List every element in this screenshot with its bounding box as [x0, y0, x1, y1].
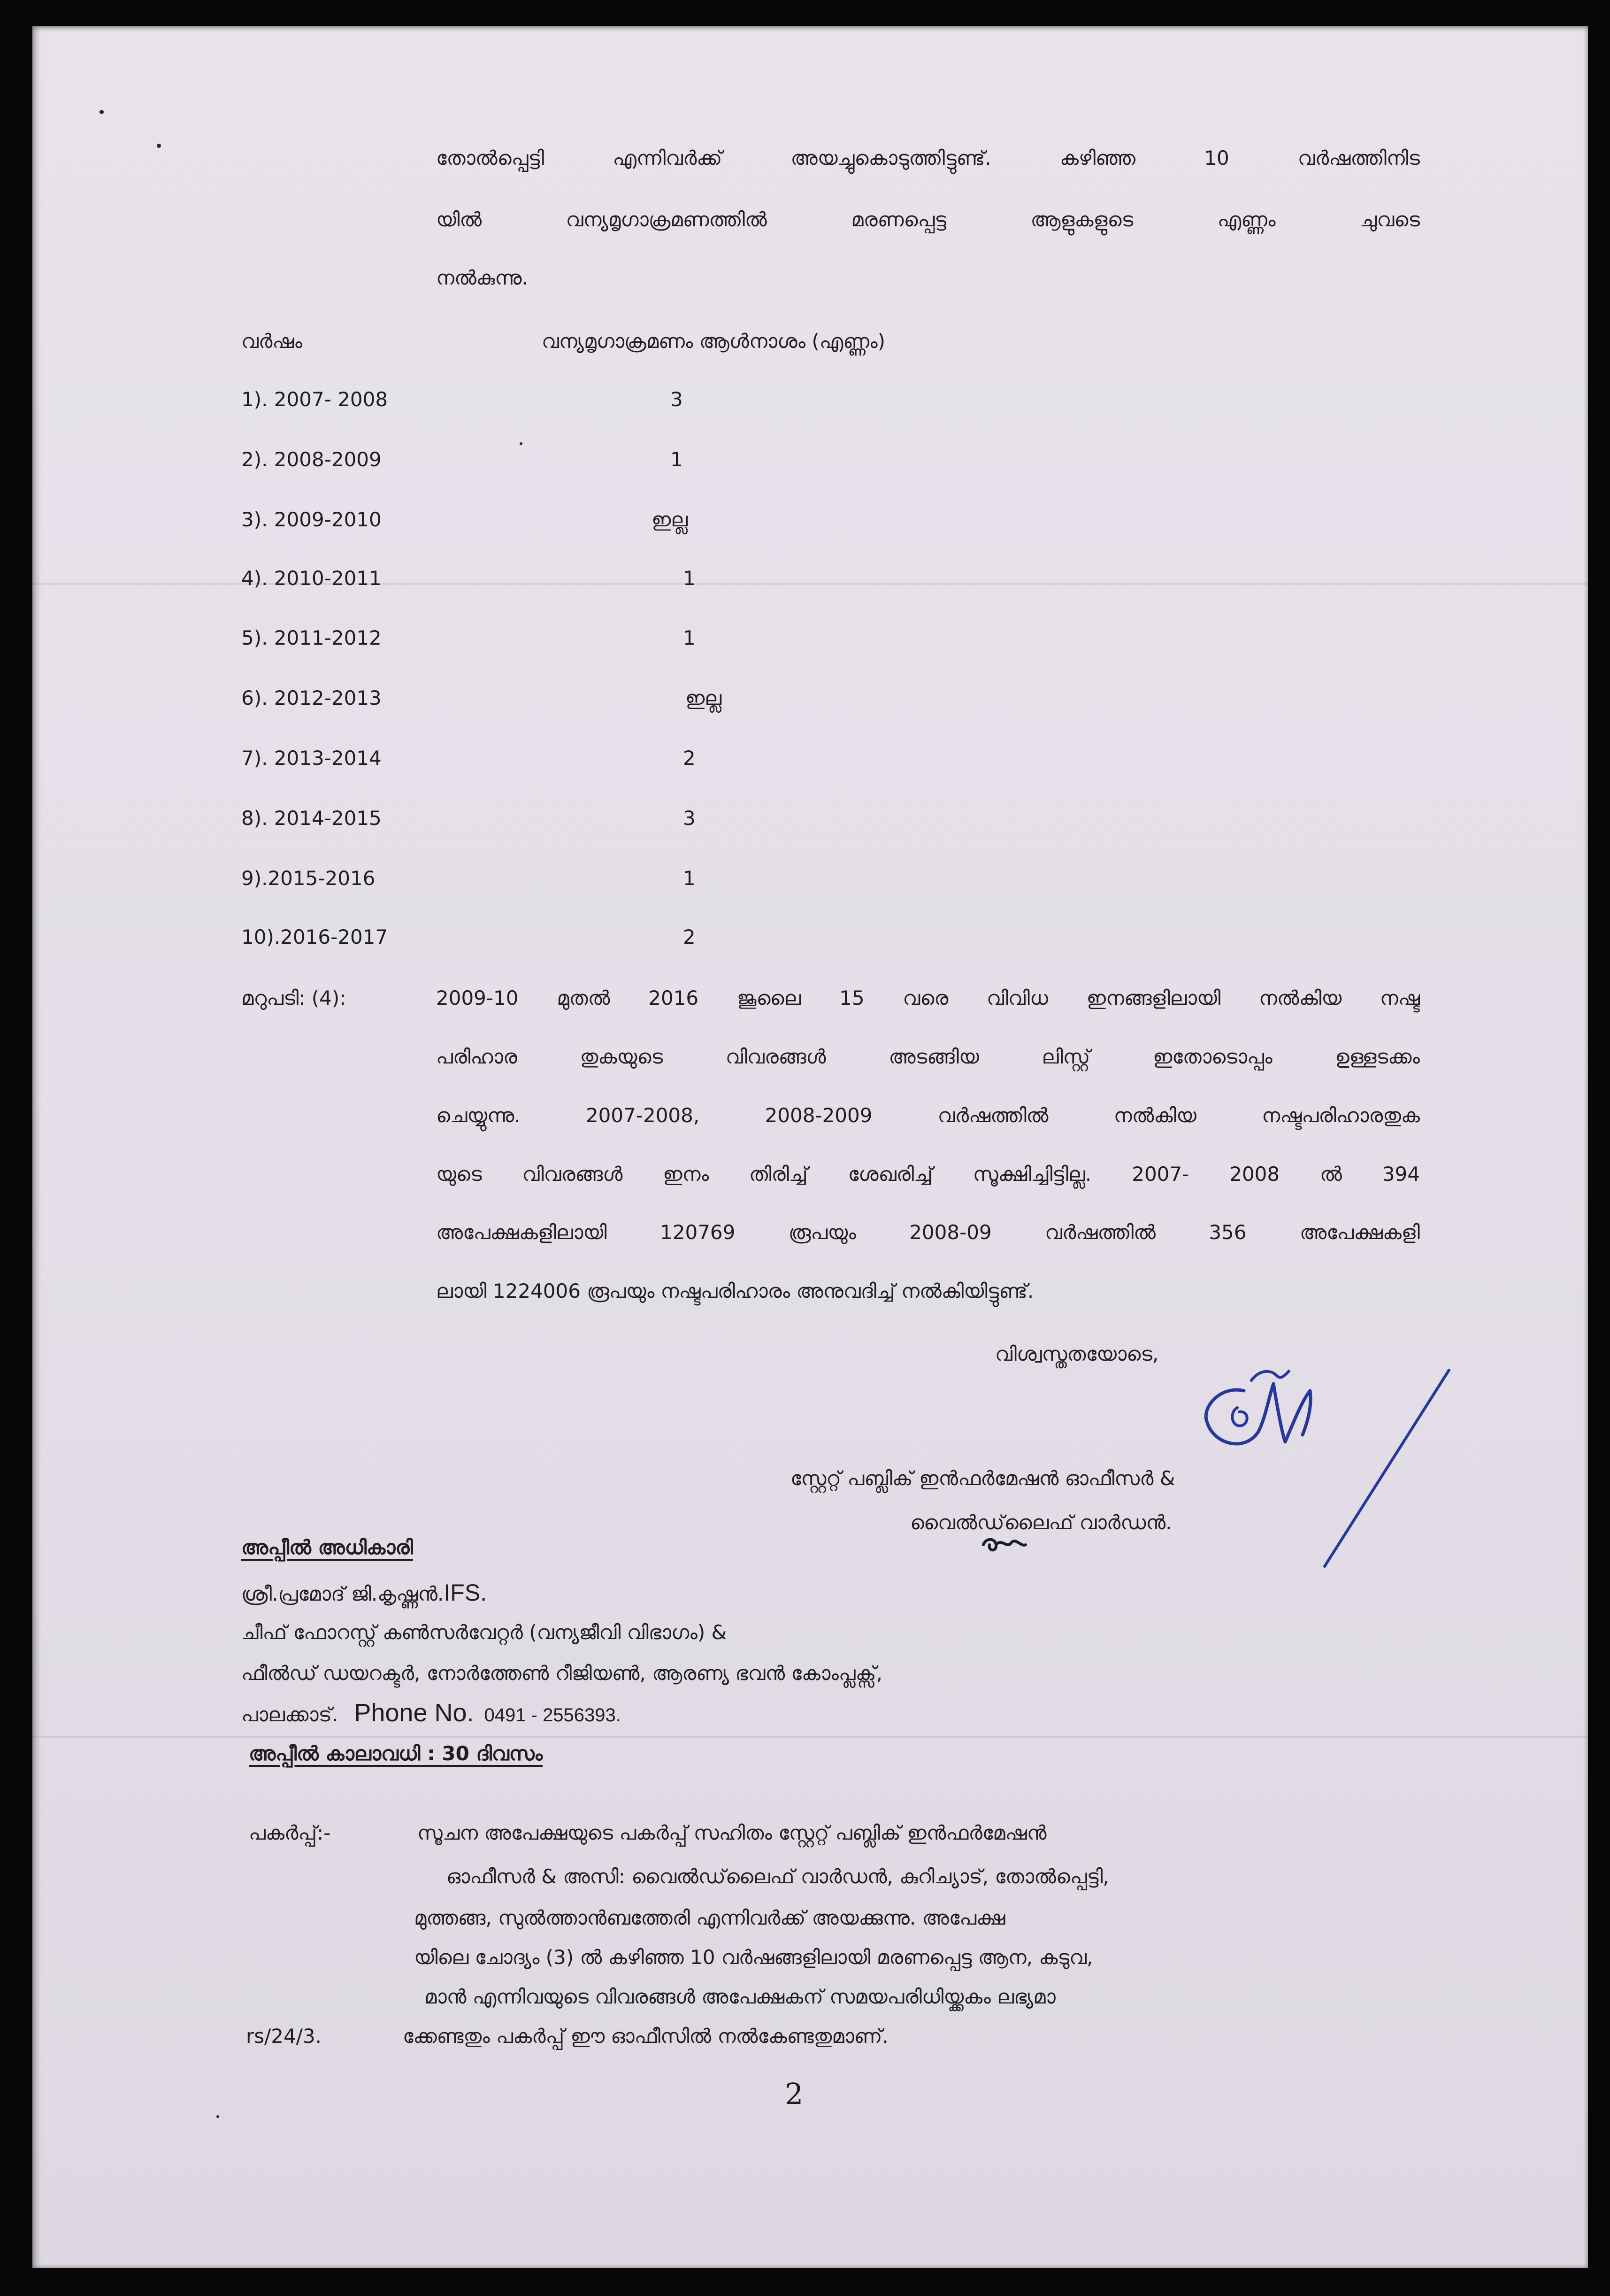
paper-speck [157, 144, 161, 148]
reply-line: ലായി 1224006 രൂപയും നഷ്ടപരിഹാരം അനുവദിച്ച് നൽകിയിട്ടുണ്ട്. [436, 1279, 1034, 1302]
table-row-count: 2 [683, 925, 696, 948]
table-row-year: 6). 2012-2013 [241, 686, 382, 709]
copy-reference: rs/24/3. [246, 2025, 322, 2048]
page-number: 2 [785, 2077, 804, 2111]
reply-line: യുടെ വിവരങ്ങൾ ഇനം തിരിച്ച് ശേഖരിച്ച് സൂക്ഷിച്ചിട്ടില്ല. 2007- 2008 ൽ 394 [436, 1163, 1420, 1186]
reply-label: മറുപടി: (4): [241, 986, 346, 1009]
phone-number: 0491 - 2556393. [484, 1705, 621, 1726]
copy-line: യിലെ ചോദ്യം (3) ൽ കഴിഞ്ഞ 10 വർഷങ്ങളിലായി മരണപ്പെട്ട ആന, കടുവ, [414, 1946, 1093, 1969]
table-row-year: 5). 2011-2012 [241, 626, 382, 649]
table-row-count: 3 [670, 388, 683, 411]
appeal-title: ചീഫ് ഫോറസ്റ്റ് കൺസർവേറ്റർ (വന്യജീവി വിഭാഗം) & [241, 1621, 727, 1644]
copy-line: സൂചന അപേക്ഷയുടെ പകർപ്പ് സഹിതം സ്റ്റേറ്റ് പബ്ലിക് ഇൻഫർമേഷൻ [417, 1821, 1047, 1844]
reply-line: അപേക്ഷകളിലായി 120769 രൂപയും 2008-09 വർഷത്തിൽ 356 അപേക്ഷകളി [436, 1221, 1420, 1244]
table-row-year: 7). 2013-2014 [241, 747, 382, 770]
initials-mark [976, 1528, 1033, 1561]
table-row-count: 1 [683, 626, 696, 649]
paper-speck [216, 2115, 219, 2118]
copy-line: ഓഫീസർ & അസി: വൈൽഡ്‌ലൈഫ് വാർഡൻ, കുറിച്യാട്, തോൽപ്പെട്ടി, [446, 1865, 1109, 1888]
table-row-count: 1 [670, 448, 683, 471]
copy-line: മുത്തങ്ങ, സുൽത്താൻബത്തേരി എന്നിവർക്ക് അയക്കുന്നു. അപേക്ഷ [414, 1906, 1005, 1929]
phone-label: Phone No. [354, 1699, 474, 1727]
appeal-phone-line [241, 1701, 621, 1727]
table-row-year: 8). 2014-2015 [241, 807, 382, 830]
table-row-year: 2). 2008-2009 [241, 448, 382, 471]
table-row-count: 2 [683, 747, 696, 770]
appeal-name-suffix: IFS. [444, 1579, 487, 1606]
copy-line: മാൻ എന്നിവയുടെ വിവരങ്ങൾ അപേക്ഷകന് സമയപരിധിയ്ക്കകം ലഭ്യമാ [424, 1985, 1056, 2008]
reply-line: പരിഹാര തുകയുടെ വിവരങ്ങൾ അടങ്ങിയ ലിസ്റ്റ് ഇതോടൊപ്പം ഉള്ളടക്കം [436, 1045, 1420, 1068]
appeal-officer-name [241, 1580, 487, 1606]
table-row-count: 1 [683, 567, 696, 590]
paper-sheet [32, 26, 1588, 2268]
intro-line: യിൽ വന്യമൃഗാക്രമണത്തിൽ മരണപ്പെട്ട ആളുകളുടെ എണ്ണം ചുവടെ [436, 208, 1420, 231]
table-row-count: ഇല്ല [652, 508, 688, 531]
table-row-count: ഇല്ല [685, 686, 722, 709]
reply-line: 2009-10 മുതൽ 2016 ജൂലൈ 15 വരെ വിവിധ ഇനങ്ങളിലായി നൽകിയ നഷ്ട [436, 986, 1420, 1009]
paper-speck [100, 110, 104, 114]
intro-line: നൽകുന്നു. [436, 266, 528, 289]
appeal-name: ശ്രീ.പ്രമോദ് ജി.കൃഷ്ണൻ. [241, 1582, 444, 1605]
closing-salutation: വിശ്വസ്തതയോടെ, [995, 1342, 1159, 1365]
appeal-address: ഫീൽഡ് ഡയറക്ടർ, നോർത്തേൺ റീജിയൺ, ആരണ്യ ഭവൻ കോംപ്ലക്സ്, [241, 1662, 882, 1685]
copy-label: പകർപ്പ്:- [249, 1821, 331, 1844]
table-row-count: 1 [683, 867, 696, 890]
table-header-year: വർഷം [241, 330, 302, 353]
table-row-year: 10).2016-2017 [241, 925, 388, 948]
table-row-year: 4). 2010-2011 [241, 567, 382, 590]
copy-line: ക്കേണ്ടതും പകർപ്പ് ഈ ഓഫീസിൽ നൽകേണ്ടതുമാണ്. [403, 2025, 889, 2048]
handwritten-signature [1192, 1352, 1474, 1578]
appeal-period: അപ്പീൽ കാലാവധി : 30 ദിവസം [249, 1742, 543, 1765]
signatory-line: വൈൽഡ്‌ലൈഫ് വാർഡൻ. [910, 1511, 1172, 1534]
table-header-count: വന്യമൃഗാക്രമണം ആൾനാശം (എണ്ണം) [542, 330, 885, 353]
intro-line: തോൽപ്പെട്ടി എന്നിവർക്ക് അയച്ചുകൊടുത്തിട്ടുണ്ട്. കഴിഞ്ഞ 10 വർഷത്തിനിട [436, 146, 1420, 170]
table-row-year: 9).2015-2016 [241, 867, 376, 890]
table-row-year: 3). 2009-2010 [241, 508, 382, 531]
appeal-city: പാലക്കാട്. [241, 1703, 338, 1726]
table-row-year: 1). 2007- 2008 [241, 388, 388, 411]
appeal-heading: അപ്പീൽ അധികാരി [241, 1536, 413, 1559]
paper-speck [520, 442, 522, 445]
table-row-count: 3 [683, 807, 696, 830]
reply-line: ചെയ്യുന്നു. 2007-2008, 2008-2009 വർഷത്തിൽ നൽകിയ നഷ്ടപരിഹാരതുക [436, 1104, 1420, 1127]
signatory-line: സ്റ്റേറ്റ് പബ്ലിക് ഇൻഫർമേഷൻ ഓഫീസർ & [790, 1467, 1175, 1490]
fold-crease [32, 1736, 1588, 1738]
